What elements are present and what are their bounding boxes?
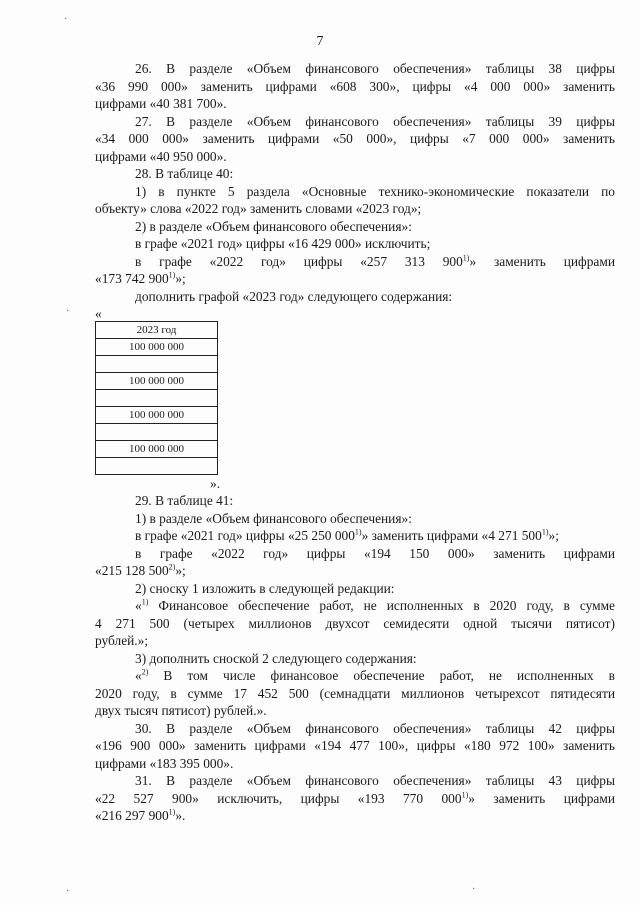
table-cell: [96, 424, 218, 441]
text-fragment: ».: [175, 808, 186, 823]
table-row: [96, 424, 218, 441]
item-29-line-11: [95, 667, 615, 685]
item-31-line-2: [95, 790, 615, 808]
item-28-line-3: объекту» слова «2022 год» заменить словами «2023 год»;: [95, 201, 422, 216]
table-row: [96, 390, 218, 407]
table-cell: 100 000 000: [96, 441, 218, 458]
scan-speck: ·: [66, 306, 70, 317]
item-29-line-12: 2020 году, в сумме 17 452 500 (семнадцати миллионов четырехсот пятидесяти: [95, 685, 615, 701]
item-30-line-3: цифрами «183 395 000».: [95, 755, 234, 771]
text-fragment: » заменить цифрами «4 271 500: [361, 528, 542, 543]
item-28-line-6: [95, 253, 615, 271]
text-fragment: «173 742 900: [95, 271, 169, 286]
table-cell: [96, 356, 218, 373]
table-cell: 100 000 000: [96, 407, 218, 424]
text-fragment: «22 527 900» исключить, цифры «193 770 000: [95, 790, 462, 806]
table-row: [96, 407, 218, 424]
item-29-line-7: [95, 597, 615, 615]
item-28-line-7: [95, 270, 615, 288]
text-fragment: »;: [548, 528, 559, 543]
item-28-line-8: дополнить графой «2023 год» следующего содержания:: [135, 288, 453, 304]
item-29-line-6: 2) сноску 1 изложить в следующей редакции:: [135, 580, 395, 596]
item-28-line-5: в графе «2021 год» цифры «16 429 000» исключить;: [135, 236, 431, 251]
text-fragment: »;: [175, 271, 186, 286]
item-26-line-1: 26. В разделе «Объем финансового обеспечения» таблицы 38 цифры: [135, 61, 615, 76]
table-cell: 100 000 000: [96, 373, 218, 390]
item-30-line-1: 30. В разделе «Объем финансового обеспечения» таблицы 42 цифры: [135, 720, 615, 736]
item-29-line-1: 29. В таблице 41:: [135, 493, 234, 508]
text-fragment: «: [135, 598, 142, 613]
text-fragment: «: [135, 668, 142, 683]
table-cell: 100 000 000: [96, 339, 218, 356]
item-28-line-1: 28. В таблице 40:: [135, 166, 234, 181]
table-row: [96, 458, 218, 475]
item-29-line-13: двух тысяч пятисот) рублей.».: [95, 703, 267, 718]
item-26-line-3: цифрами «40 381 700».: [95, 96, 227, 111]
footnote-mark: 1): [168, 270, 176, 280]
table-row: [96, 373, 218, 390]
item-27-line-1: 27. В разделе «Объем финансового обеспечения» таблицы 39 цифры: [135, 113, 615, 129]
item-26-line-2: «36 990 000» заменить цифрами «608 300», цифры «4 000 000» заменить: [95, 78, 615, 94]
item-27-line-3: цифрами «40 950 000».: [95, 148, 227, 164]
item-28-line-2: 1) в пункте 5 раздела «Основные технико-экономические показатели по: [135, 183, 615, 199]
item-29-line-9: рублей.»;: [95, 633, 149, 648]
table-row: [96, 339, 218, 356]
quote-open: «: [95, 306, 102, 321]
footnote-mark: 1): [168, 807, 176, 817]
footnote-mark: 1): [141, 597, 149, 607]
text-fragment: в графе «2022 год» цифры «257 313 900: [135, 253, 463, 269]
item-31-line-1: 31. В разделе «Объем финансового обеспечения» таблицы 43 цифры: [135, 773, 615, 788]
item-29-line-8: 4 271 500 (четырех миллионов двухсот семидесяти одной тысячи пятисот): [95, 615, 615, 631]
scan-speck: ·: [472, 884, 476, 895]
table-header-row: [96, 322, 218, 339]
footnote-mark: 1): [461, 790, 469, 800]
text-fragment: » заменить цифрами: [469, 253, 615, 269]
text-fragment: Финансовое обеспечение работ, не исполненных в 2020 году, в сумме: [148, 598, 615, 613]
text-fragment: в графе «2021 год» цифры «25 250 000: [135, 528, 355, 543]
table-2023-column: [95, 321, 218, 475]
item-29-line-10: 3) дополнить сноской 2 следующего содержания:: [135, 650, 417, 666]
table-header-cell: 2023 год: [96, 322, 218, 339]
item-27-line-2: «34 000 000» заменить цифрами «50 000», цифры «7 000 000» заменить: [95, 131, 615, 146]
text-fragment: «215 128 500: [95, 563, 169, 578]
footnote-mark: 1): [462, 253, 470, 263]
footnote-mark: 1): [354, 527, 362, 537]
scan-speck: ·: [64, 14, 68, 25]
text-fragment: В том числе финансовое обеспечение работ, не исполненных в: [148, 668, 615, 683]
table-row: [96, 441, 218, 458]
text-fragment: «216 297 900: [95, 808, 169, 823]
footnote-mark: 2): [168, 562, 176, 572]
text-fragment: » заменить цифрами: [468, 790, 615, 806]
document-body: [95, 60, 615, 825]
table-cell: [96, 390, 218, 407]
item-28-line-4: 2) в разделе «Объем финансового обеспечения»:: [135, 218, 412, 234]
item-29-line-5: [95, 562, 615, 580]
item-29-line-4: в графе «2022 год» цифры «194 150 000» заменить цифрами: [135, 545, 615, 561]
item-30-line-2: «196 900 000» заменить цифрами «194 477 100», цифры «180 972 100» заменить: [95, 738, 615, 753]
item-31-line-3: [95, 807, 615, 825]
table-cell: [96, 458, 218, 475]
quote-close: ».: [210, 476, 221, 491]
item-29-line-2: 1) в разделе «Объем финансового обеспечения»:: [135, 510, 412, 526]
item-29-line-3: [95, 527, 615, 545]
footnote-mark: 1): [541, 527, 549, 537]
table-row: [96, 356, 218, 373]
page-number: 7: [316, 34, 324, 49]
footnote-mark: 2): [141, 667, 149, 677]
scan-speck: ·: [66, 886, 70, 897]
text-fragment: »;: [175, 563, 186, 578]
